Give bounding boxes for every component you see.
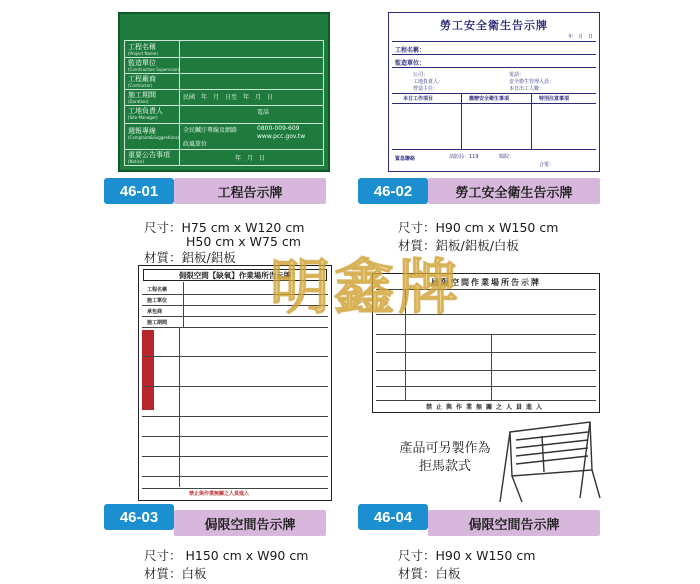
grid-row	[125, 89, 323, 90]
divider	[142, 456, 328, 457]
board-title: 勞工安全衛生告示牌	[440, 19, 548, 32]
product-code-tag: 46-04	[358, 504, 428, 530]
emergency-item: 消防局：119	[449, 154, 479, 160]
grid-row	[125, 123, 323, 124]
spec-size: 尺寸：H90 x W150 cm	[398, 548, 536, 563]
spec-size: 尺寸： H150 cm x W90 cm	[144, 548, 309, 563]
column-header: 本日工作項目	[403, 96, 434, 102]
emergency-item: 醫院：	[499, 154, 515, 160]
brand-watermark: 明鑫牌	[270, 253, 462, 323]
divider	[392, 149, 596, 150]
construction-notice-board-image	[118, 12, 330, 172]
note-line: 拒馬款式	[418, 459, 471, 474]
emergency-label: 緊急聯絡	[395, 156, 416, 162]
divider	[142, 386, 328, 387]
hotline-number: 0800-009-609	[257, 125, 300, 132]
divider	[142, 488, 328, 489]
divider	[392, 41, 596, 42]
contractor-field: 本日出工人數：	[509, 86, 545, 92]
spec-size-alt: H50 cm x W75 cm	[186, 234, 301, 249]
divider	[376, 386, 596, 387]
divider	[142, 416, 328, 417]
divider	[376, 352, 596, 353]
column-divider	[183, 282, 184, 327]
column-header: 特別注意事項	[539, 96, 570, 102]
note-line: 產品可另製作為	[399, 441, 491, 456]
divider	[392, 93, 596, 94]
labor-safety-board-image	[388, 12, 600, 172]
column-divider	[491, 334, 492, 400]
contractor-field: 營造主任：	[413, 86, 439, 92]
spec-size: 尺寸：H90 cm x W150 cm	[398, 220, 559, 235]
board-title: 侷限空間【缺氧】作業場所告示牌	[143, 269, 327, 281]
a-frame-sign-image	[492, 418, 604, 506]
row-label: 承包商	[147, 309, 163, 315]
product-code-tag: 46-01	[104, 178, 174, 204]
a-frame-note	[390, 440, 500, 476]
board-footer: 禁止與作業無關之人員進入	[189, 491, 250, 497]
notice-date: 年 月 日	[235, 155, 266, 162]
spec-size: 尺寸：H75 cm x W120 cm	[144, 220, 305, 235]
product-title-bar: 勞工安全衛生告示牌	[428, 178, 600, 204]
column-divider	[531, 93, 532, 149]
grid-row	[125, 105, 323, 106]
divider	[376, 400, 596, 401]
field-label: 工程名稱：	[395, 47, 426, 54]
emergency-item: 合電：	[539, 162, 555, 168]
row-label: 工程名稱 (Project Name)	[128, 43, 158, 56]
grid-row	[125, 73, 323, 74]
row-label: 監造單位 (Construction Supervisor)	[128, 59, 180, 72]
spec-material: 材質：白板	[398, 566, 461, 581]
duration-value: 民國 年 月 日至 年 月 日	[183, 94, 274, 101]
contractor-field: 安全衛生管理人員：	[509, 79, 555, 85]
spec-material: 材質：白板	[144, 566, 207, 581]
grid-row	[125, 149, 323, 150]
red-side-band	[142, 330, 154, 410]
row-label: 工程廠商 (Contractor)	[128, 75, 156, 88]
contractor-field: 電話：	[509, 72, 525, 78]
field-label: 監造單位：	[395, 60, 426, 67]
contractor-field: 公司：	[413, 72, 429, 78]
board-date: 年 月 日	[567, 34, 593, 40]
row-label: 工地負責人 (Site Manager)	[128, 107, 163, 120]
product-code-tag: 46-03	[104, 504, 174, 530]
divider	[392, 67, 596, 68]
divider	[142, 476, 328, 477]
row-label: 施工期間 (Duration)	[128, 91, 156, 104]
row-label: 週報專線 (Complaint&Suggestions)	[128, 127, 180, 140]
divider	[142, 436, 328, 437]
spec-material: 材質：鋁板/鋁板/白板	[398, 238, 519, 253]
board-grid	[124, 40, 324, 166]
divider	[142, 356, 328, 357]
hotline-org: 全民贓汙專線及網路	[183, 127, 238, 134]
product-title-bar: 侷限空間告示牌	[174, 510, 326, 536]
column-divider	[461, 93, 462, 149]
phone-label: 電話	[257, 109, 270, 116]
row-label: 施工期間	[147, 320, 168, 326]
product-title-bar: 侷限空間告示牌	[428, 510, 600, 536]
divider	[376, 370, 596, 371]
row-label: 工程名稱	[147, 287, 168, 293]
gov-dept: 政風單位	[183, 141, 208, 148]
contractor-field: 工地負責人：	[413, 79, 444, 85]
hotline-url: www.pcc.gov.tw	[257, 133, 306, 140]
spec-material: 材質：鋁板/鋁板	[144, 250, 236, 265]
board-title: 局限空間作業場所告示牌	[431, 278, 541, 287]
divider	[376, 334, 596, 335]
column-header: 應辦安全衛生事項	[469, 96, 510, 102]
product-title-bar: 工程告示牌	[174, 178, 326, 204]
column-divider	[179, 327, 180, 487]
product-code-tag: 46-02	[358, 178, 428, 204]
row-label: 重要公告事項 (Notice)	[128, 151, 170, 164]
divider	[392, 103, 596, 104]
grid-row	[125, 57, 323, 58]
board-footer: 禁止與作業無關之人員進入	[425, 404, 546, 411]
row-label: 施工單位	[147, 298, 168, 304]
divider	[392, 54, 596, 55]
